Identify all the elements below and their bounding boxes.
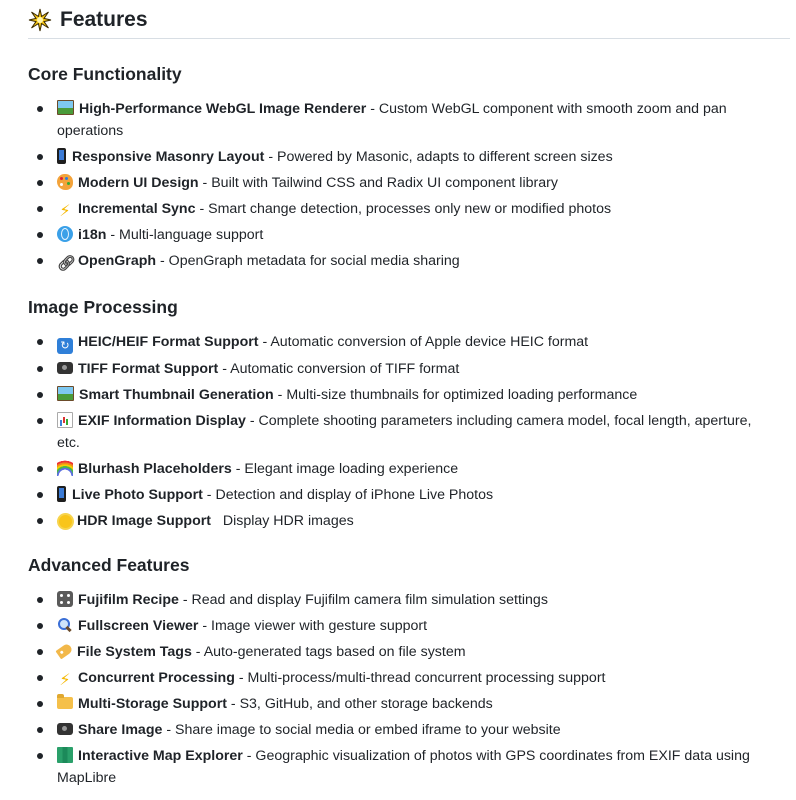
sparkle-icon (28, 8, 52, 32)
list-item: ⚡ Incremental Sync - Smart change detection, processes only new or modified photos (0, 198, 796, 220)
folder-icon (57, 697, 73, 709)
features-heading (28, 2, 790, 39)
link-icon: 🔗︎ (57, 254, 77, 272)
image-icon (57, 386, 74, 401)
list-item: EXIF Information Display - Complete shooting parameters including camera model, focal length, aperture, etc. (0, 410, 796, 454)
phone-icon (57, 486, 66, 502)
tag-icon (55, 643, 73, 660)
list-item: Smart Thumbnail Generation - Multi-size thumbnails for optimized loading performance (0, 384, 796, 406)
list-item: Modern UI Design - Built with Tailwind CSS and Radix UI component library (0, 172, 796, 194)
sun-icon (59, 515, 72, 528)
section-heading-core: Core Functionality (28, 64, 182, 84)
dice-icon (57, 591, 73, 607)
list-item: Share Image - Share image to social media or embed iframe to your website (0, 719, 796, 741)
section-heading-advanced: Advanced Features (28, 555, 190, 575)
list-item: i18n - Multi-language support (0, 224, 796, 246)
palette-icon (57, 174, 73, 190)
feature-list-core (0, 98, 796, 276)
list-item: File System Tags - Auto-generated tags based on file system (0, 641, 796, 663)
list-item: Interactive Map Explorer - Geographic visualization of photos with GPS coordinates from EXIF data using MapLibre (0, 745, 796, 789)
list-item: TIFF Format Support - Automatic conversion of TIFF format (0, 358, 796, 380)
section-heading-image-processing: Image Processing (28, 297, 178, 317)
phone-icon (57, 148, 66, 164)
map-icon (57, 747, 73, 763)
cycle-icon: ↻ (57, 338, 73, 354)
bar-chart-icon (57, 412, 73, 428)
list-item: Fujifilm Recipe - Read and display Fujifilm camera film simulation settings (0, 589, 796, 611)
feature-list-image-processing (0, 331, 796, 536)
globe-icon (57, 226, 73, 242)
camera-icon (57, 362, 73, 374)
features-title: Features (60, 8, 148, 31)
lightning-icon: ⚡ (59, 201, 71, 220)
list-item: HDR Image Support Display HDR images (0, 510, 796, 532)
list-item: Multi-Storage Support - S3, GitHub, and other storage backends (0, 693, 796, 715)
list-item: Blurhash Placeholders - Elegant image loading experience (0, 458, 796, 480)
feature-list-advanced (0, 589, 796, 793)
list-item: High-Performance WebGL Image Renderer - Custom WebGL component with smooth zoom and pan operations (0, 98, 796, 142)
camera-icon (57, 723, 73, 735)
list-item: Responsive Masonry Layout - Powered by Masonic, adapts to different screen sizes (0, 146, 796, 168)
image-icon (57, 100, 74, 115)
list-item: Fullscreen Viewer - Image viewer with gesture support (0, 615, 796, 637)
rainbow-icon (57, 460, 73, 476)
lightning-icon: ⚡ (59, 670, 71, 689)
list-item: ⚡ Concurrent Processing - Multi-process/multi-thread concurrent processing support (0, 667, 796, 689)
list-item: Live Photo Support - Detection and display of iPhone Live Photos (0, 484, 796, 506)
list-item: ↻ HEIC/HEIF Format Support - Automatic conversion of Apple device HEIC format (0, 331, 796, 354)
magnifier-icon (57, 617, 73, 633)
list-item: 🔗︎ OpenGraph - OpenGraph metadata for social media sharing (0, 250, 796, 272)
